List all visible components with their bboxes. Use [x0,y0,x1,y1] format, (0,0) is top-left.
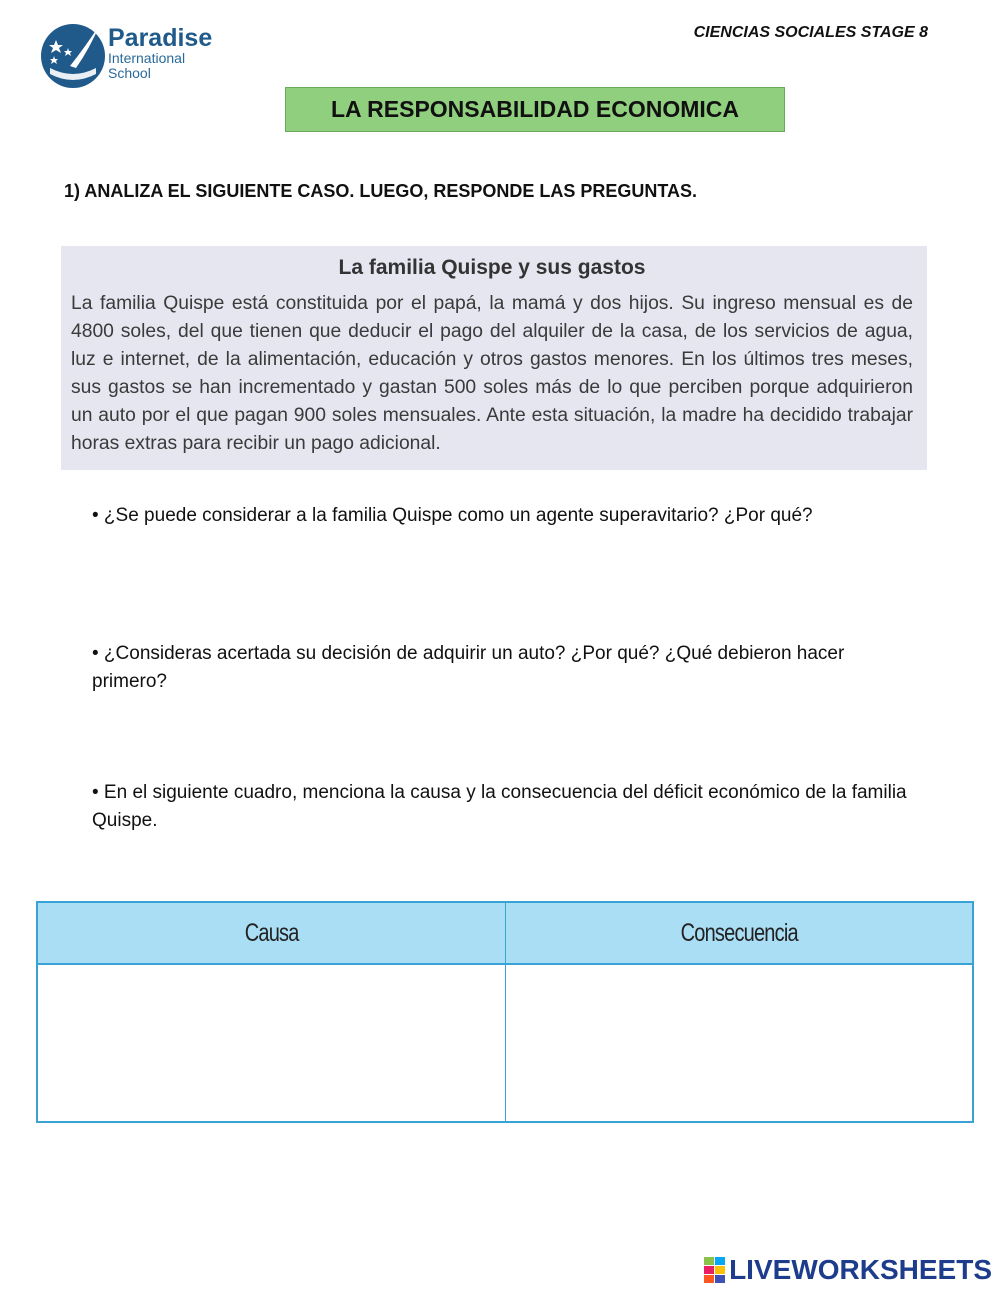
question-bullet-3: • En el siguiente cuadro, menciona la causa y la consecuencia del déficit económico de la familia Quispe. [92,782,907,831]
question-1-instruction: 1) ANALIZA EL SIGUIENTE CASO. LUEGO, RESPONDE LAS PREGUNTAS. [64,181,698,201]
footer-brand: LIVEWORKSHEETS [729,1254,992,1285]
question-bullet-2: • ¿Consideras acertada su decisión de adquirir un auto? ¿Por qué? ¿Qué debieron hacer primero? [92,643,845,692]
logo-name: Paradise [108,24,213,52]
page-title: LA RESPONSABILIDAD ECONOMICA [285,87,785,132]
case-study-box [61,246,927,470]
table-row [37,964,973,1122]
consecuencia-answer-cell[interactable] [505,964,973,1122]
table-header-row [37,902,973,964]
liveworksheets-logo-icon [704,1257,725,1283]
subject-label: CIENCIAS SOCIALES STAGE 8 [693,24,928,41]
cause-consequence-table [36,901,974,1123]
header-causa [37,902,505,964]
logo-line-2: School [108,65,151,81]
causa-answer-cell[interactable] [37,964,505,1122]
header-causa-label: Causa [244,918,299,947]
school-crest-icon [40,18,106,92]
logo-line-1: International [108,50,186,66]
case-text: La familia Quispe está constituida por el papá, la mamá y dos hijos. Su ingreso mensual es de 4800 soles, del que tienen que deducir el pago del alquiler de la casa, de los servicios de agua, luz e internet, de la alimentación, educación y otros gastos menores. En los últimos tres meses, sus gastos se han incrementado y gastan 500 soles más de lo que perciben porque adquirieron un auto por el que pagan 900 soles mensuales. Ante esta situación, la madre ha decidido trabajar horas extras para recibir un pago adicional. [71,293,913,454]
header-consecuencia [505,902,973,964]
header-consecuencia-label: Consecuencia [680,918,798,947]
liveworksheets-footer [704,1254,992,1286]
case-title: La familia Quispe y sus gastos [338,256,646,279]
question-bullet-1: • ¿Se puede considerar a la familia Quispe como un agente superavitario? ¿Por qué? [92,505,813,526]
school-logo [40,18,220,98]
